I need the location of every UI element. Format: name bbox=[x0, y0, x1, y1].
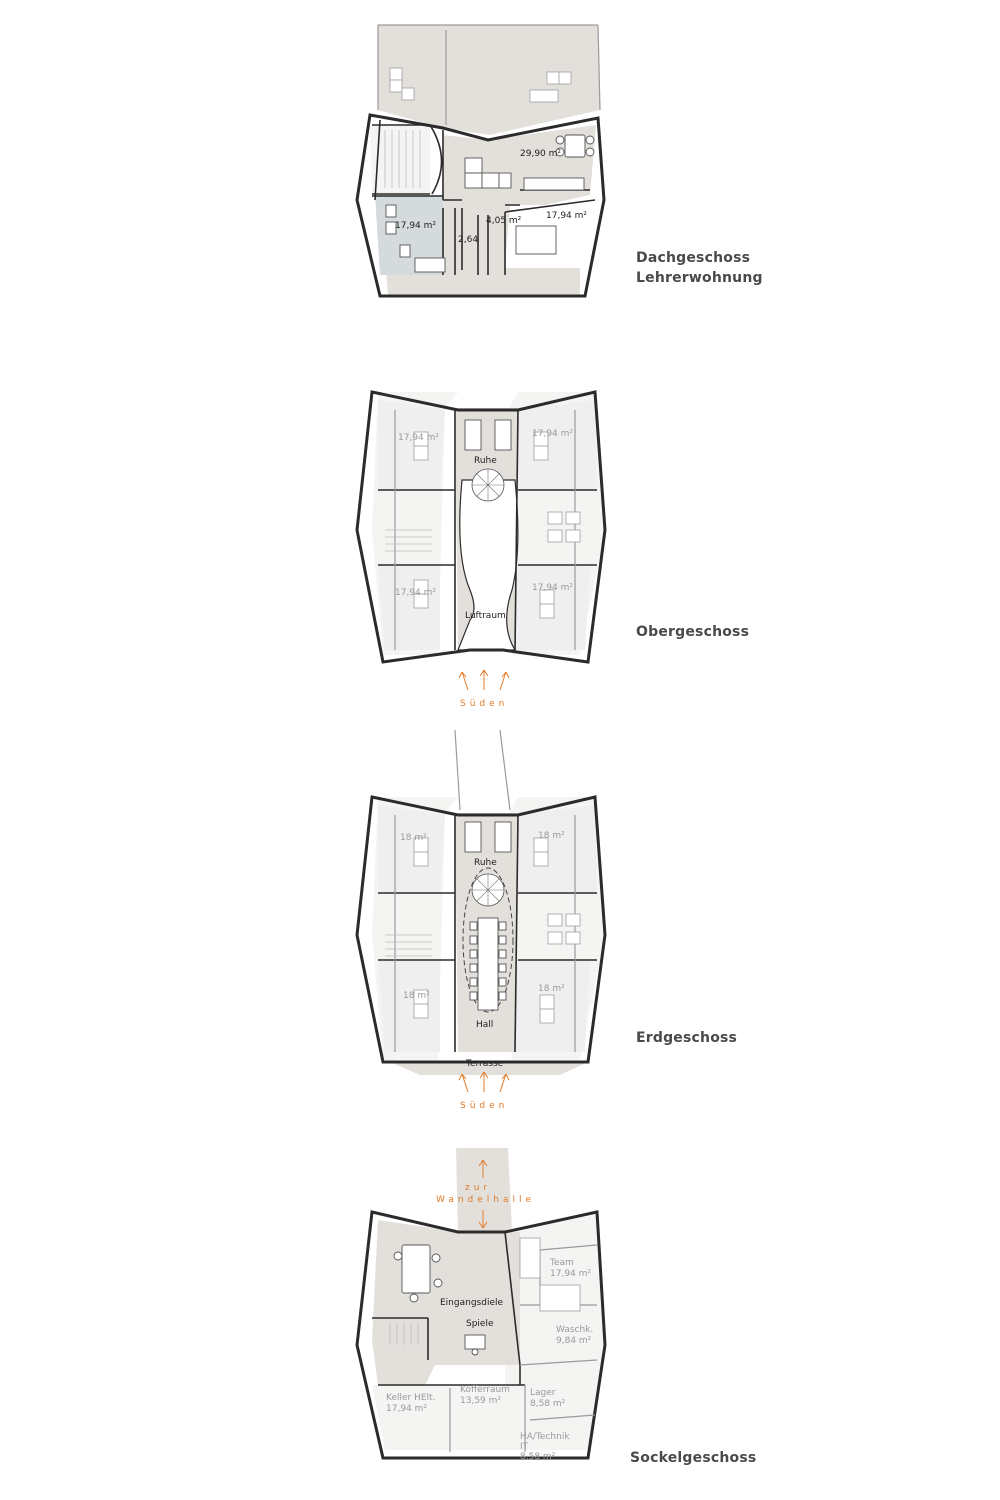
room-area-sw: 17,94 m² bbox=[395, 588, 437, 598]
room-area-technik: 8,58 m² bbox=[520, 1452, 556, 1462]
label-spiele: Spiele bbox=[466, 1319, 494, 1329]
label-ruhe: Ruhe bbox=[474, 858, 497, 868]
room-area-koffer: 13,59 m² bbox=[460, 1396, 502, 1406]
room-area-nw: 17,94 m² bbox=[398, 433, 440, 443]
room-name-it: IT bbox=[520, 1442, 529, 1452]
label-dachgeschoss bbox=[636, 248, 836, 288]
plan-dachgeschoss bbox=[357, 25, 604, 296]
label-sockelgeschoss: Sockelgeschoss bbox=[630, 1450, 757, 1466]
floor-subtitle: Lehrerwohnung bbox=[636, 270, 763, 286]
room-name-technik: HA/Technik bbox=[520, 1432, 570, 1442]
plan-obergeschoss bbox=[357, 392, 605, 709]
label-sueden-eg: Süden bbox=[460, 1101, 509, 1111]
label-zur: zur bbox=[465, 1183, 492, 1193]
room-area-small: 2,64 bbox=[458, 235, 479, 245]
room-area-ne: 18 m² bbox=[538, 831, 565, 841]
label-eingangsdiele: Eingangsdiele bbox=[440, 1298, 504, 1308]
room-area-ne: 17,94 m² bbox=[532, 429, 574, 439]
room-area-se: 18 m² bbox=[538, 984, 565, 994]
room-area-bath: 17,94 m² bbox=[395, 221, 437, 231]
label-ruhe: Ruhe bbox=[474, 456, 497, 466]
room-area-waschk: 9,84 m² bbox=[556, 1336, 592, 1346]
label-wandelhalle: Wandelhalle bbox=[436, 1195, 536, 1205]
plan-erdgeschoss bbox=[357, 730, 605, 1111]
label-terrasse: Terrasse bbox=[466, 1059, 504, 1069]
room-area-se: 17,94 m² bbox=[532, 583, 574, 593]
label-sueden-og: Süden bbox=[460, 699, 509, 709]
floor-title: Dachgeschoss bbox=[636, 250, 751, 266]
label-hall: Hall bbox=[476, 1020, 494, 1030]
label-luftraum: Luftraum bbox=[465, 611, 506, 621]
room-name-koffer: Kofferraum bbox=[460, 1385, 510, 1395]
room-area-lager: 8,58 m² bbox=[530, 1399, 566, 1409]
room-area-team: 17,94 m² bbox=[550, 1269, 592, 1279]
label-erdgeschoss: Erdgeschoss bbox=[636, 1030, 738, 1046]
room-area-keller: 17,94 m² bbox=[386, 1404, 428, 1414]
room-area-living: 29,90 m² bbox=[520, 149, 562, 159]
room-area-nw: 18 m² bbox=[400, 833, 427, 843]
plan-sockelgeschoss bbox=[357, 1148, 605, 1462]
room-area-wc: 4,05 m² bbox=[486, 216, 522, 226]
room-area-bedroom: 17,94 m² bbox=[546, 211, 588, 221]
label-obergeschoss: Obergeschoss bbox=[636, 624, 750, 640]
room-name-waschk: Waschk. bbox=[556, 1325, 594, 1335]
room-name-lager: Lager bbox=[530, 1388, 556, 1398]
room-name-team: Team bbox=[550, 1258, 574, 1268]
room-name-keller: Keller HElt. bbox=[386, 1393, 436, 1403]
room-area-sw: 18 m² bbox=[403, 991, 430, 1001]
